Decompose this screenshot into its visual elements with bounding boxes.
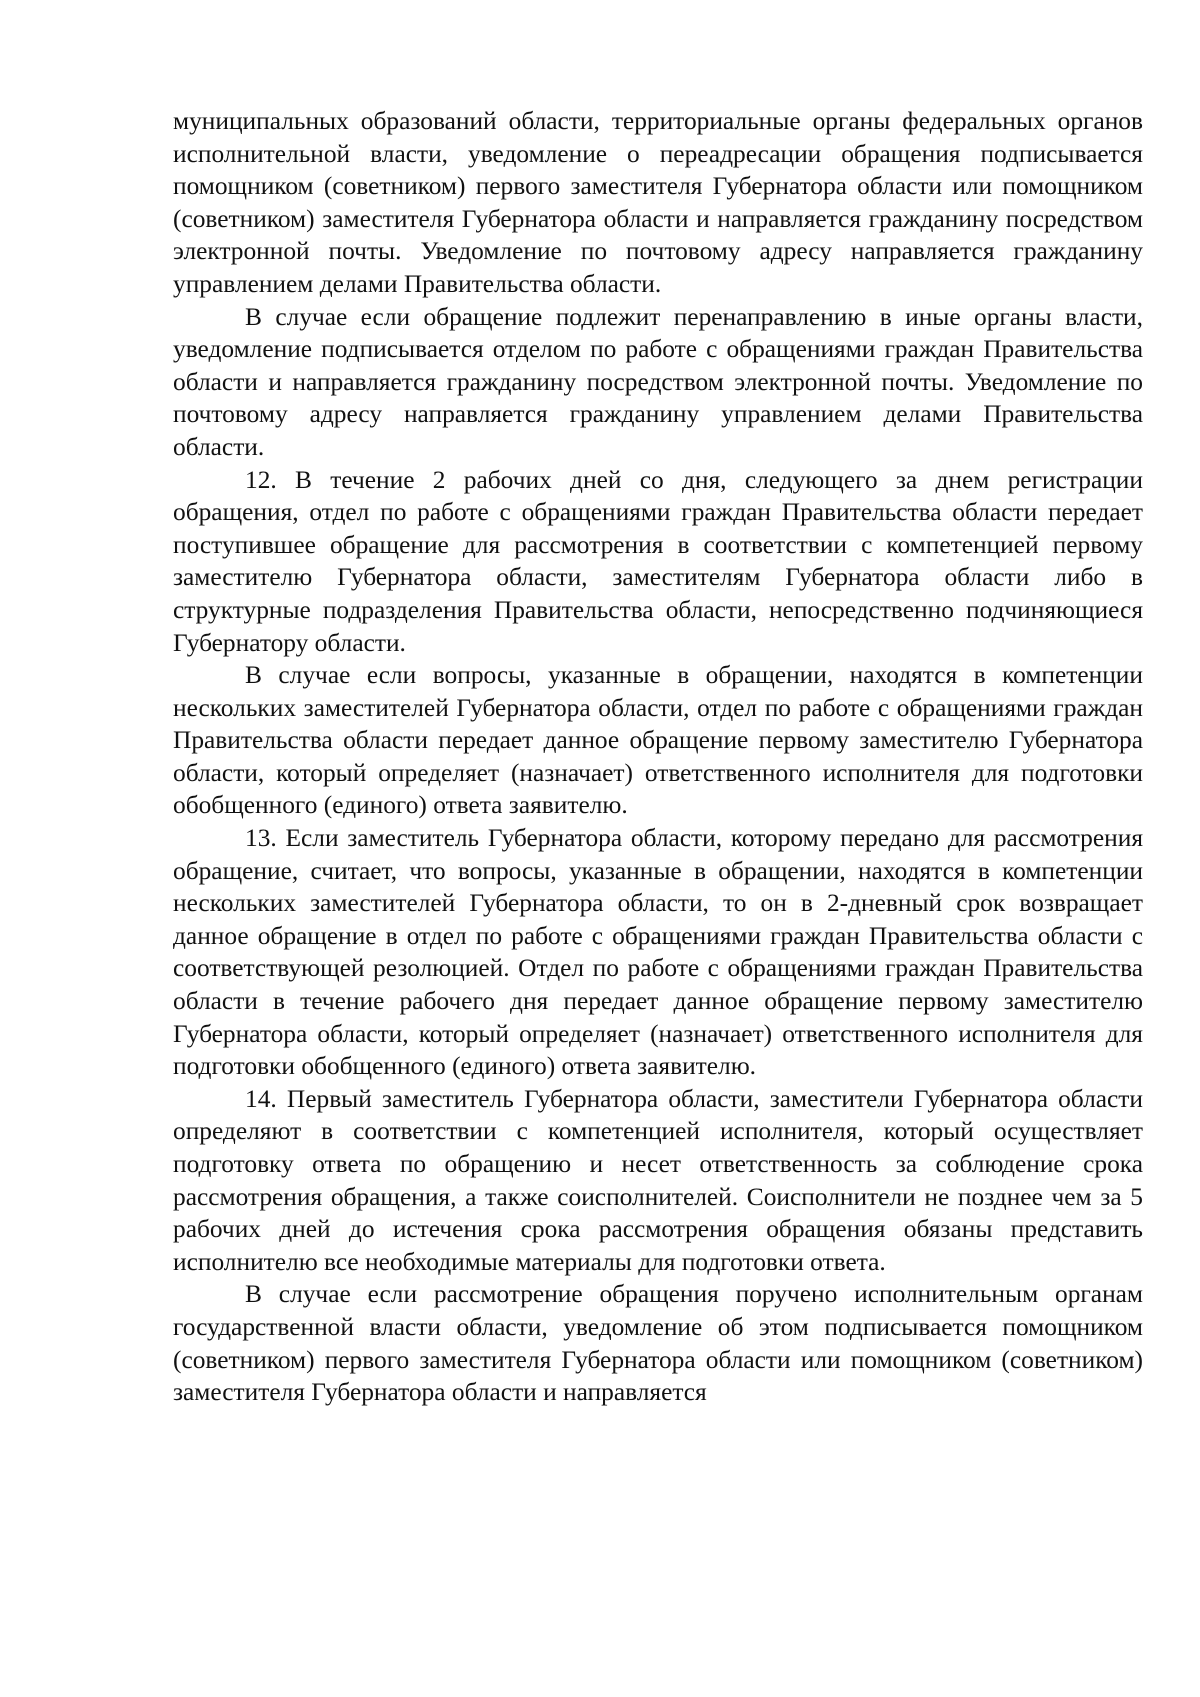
document-page [173, 105, 1143, 1409]
paragraph-executive-bodies: В случае если рассмотрение обращения поручено исполнительным органам государственной власти области, уведомление об этом подписывается помощником (советником) первого заместителя Губернатора области или помощником (советником) заместителя Губернатора области и направляется [173, 1280, 1143, 1407]
paragraph-item-14: 14. Первый заместитель Губернатора области, заместители Губернатора области определяют в соответствии с компетенцией исполнителя, который осуществляет подготовку ответа по обращению и несет ответственность за соблюдение срока рассмотрения обращения, а также соисполнителей. Соисполнители не позднее чем за 5 рабочих дней до истечения срока рассмотрения обращения обязаны представить исполнителю все необходимые материалы для подготовки ответа. [173, 1084, 1143, 1276]
paragraph-item-13: 13. Если заместитель Губернатора области, которому передано для рассмотрения обращение, считает, что вопросы, указанные в обращении, находятся в компетенции нескольких заместителей Губернатора области, то он в 2-дневный срок возвращает данное обращение в отдел по работе с обращениями граждан Правительства области с соответствующей резолюцией. Отдел по работе с обращениями граждан Правительства области в течение рабочего дня передает данное обращение первому заместителю Губернатора области, который определяет (назначает) ответственного исполнителя для подготовки обобщенного (единого) ответа заявителю. [173, 824, 1143, 1081]
paragraph-redirect-notice: В случае если обращение подлежит перенаправлению в иные органы власти, уведомление подписывается отделом по работе с обращениями граждан Правительства области и направляется гражданину посредством электронной почты. Уведомление по почтовому адресу направляется гражданину управлением делами Правительства области. [173, 302, 1143, 461]
paragraph-item-12: 12. В течение 2 рабочих дней со дня, следующего за днем регистрации обращения, отдел по работе с обращениями граждан Правительства области передает поступившее обращение для рассмотрения в соответствии с компетенцией первому заместителю Губернатора области, заместителям Губернатора области либо в структурные подразделения Правительства области, непосредственно подчиняющиеся Губернатору области. [173, 465, 1143, 657]
paragraph-continuation: муниципальных образований области, территориальные органы федеральных органов исполнительной власти, уведомление о переадресации обращения подписывается помощником (советником) первого заместителя Губернатора области или помощником (советником) заместителя Губернатора области и направляется гражданину посредством электронной почты. Уведомление по почтовому адресу направляется гражданину управлением делами Правительства области. [173, 107, 1143, 298]
paragraph-multiple-deputies: В случае если вопросы, указанные в обращении, находятся в компетенции нескольких заместителей Губернатора области, отдел по работе с обращениями граждан Правительства области передает данное обращение первому заместителю Губернатора области, который определяет (назначает) ответственного исполнителя для подготовки обобщенного (единого) ответа заявителю. [173, 661, 1143, 820]
